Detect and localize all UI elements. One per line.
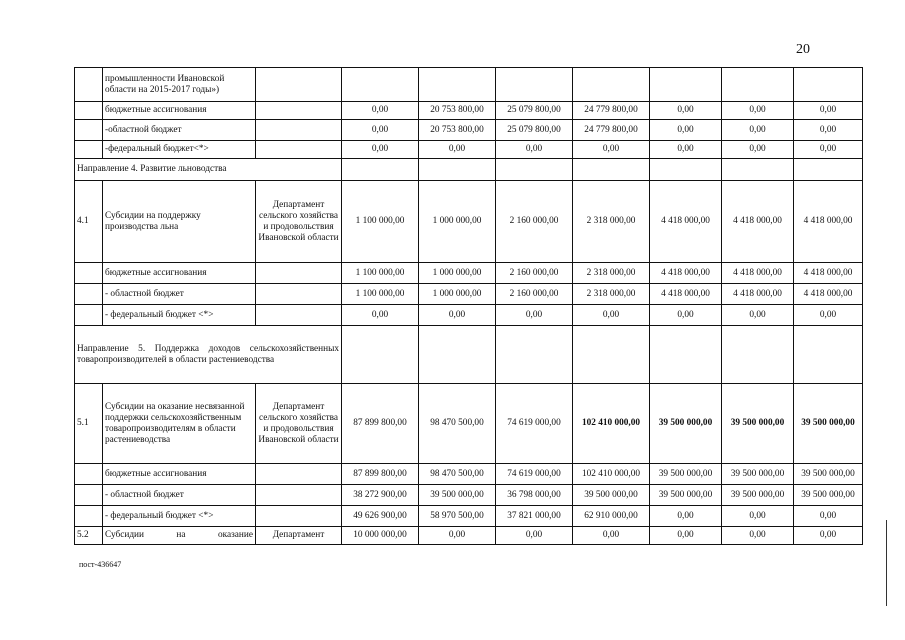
value-cell: 0,00: [496, 141, 573, 159]
row-name: бюджетные ассигнования: [103, 102, 256, 120]
row-name: - областной бюджет: [103, 485, 256, 506]
value-cell: 0,00: [722, 141, 794, 159]
row-name: бюджетные ассигнования: [103, 263, 256, 284]
value-cell: 20 753 800,00: [419, 120, 496, 141]
value-cell: 0,00: [650, 527, 722, 545]
value-cell: 0,00: [419, 527, 496, 545]
value-cell: 0,00: [496, 305, 573, 326]
item-dept: Департамент сельского хозяйства и продовольствия Ивановской области: [256, 384, 342, 464]
value-cell: 39 500 000,00: [722, 464, 794, 485]
table-row: [75, 68, 863, 102]
value-cell: 2 318 000,00: [573, 181, 650, 263]
value-cell: 37 821 000,00: [496, 506, 573, 527]
row-name: промышленности Ивановской области на 2015-2017 годы»): [103, 68, 256, 102]
value-cell: 4 418 000,00: [794, 263, 863, 284]
value-cell: 0,00: [722, 120, 794, 141]
item-name: Субсидии на оказание: [103, 527, 256, 545]
value-cell: 4 418 000,00: [650, 181, 722, 263]
value-cell: 0,00: [342, 141, 419, 159]
value-cell: 98 470 500,00: [419, 384, 496, 464]
value-cell: 1 100 000,00: [342, 181, 419, 263]
value-cell: 36 798 000,00: [496, 485, 573, 506]
value-cell: 0,00: [650, 141, 722, 159]
value-cell: 0,00: [722, 506, 794, 527]
value-cell: 0,00: [794, 305, 863, 326]
value-cell: 74 619 000,00: [496, 464, 573, 485]
value-cell: 39 500 000,00: [650, 464, 722, 485]
value-cell: 0,00: [722, 527, 794, 545]
section-header-row: [75, 326, 863, 384]
item-number: 5.2: [75, 527, 103, 545]
value-cell: 4 418 000,00: [794, 284, 863, 305]
value-cell: 0,00: [342, 102, 419, 120]
value-cell: 4 418 000,00: [650, 263, 722, 284]
value-cell: 102 410 000,00: [573, 384, 650, 464]
section-title: Направление 4. Развитие льноводства: [75, 159, 342, 181]
value-cell: 4 418 000,00: [650, 284, 722, 305]
table-row: [75, 284, 863, 305]
value-cell: 62 910 000,00: [573, 506, 650, 527]
value-cell: 2 160 000,00: [496, 181, 573, 263]
value-cell: 1 000 000,00: [419, 181, 496, 263]
value-cell: 102 410 000,00: [573, 464, 650, 485]
item-name: Субсидии на поддержку производства льна: [103, 181, 256, 263]
value-cell: 0,00: [650, 305, 722, 326]
value-cell: 2 160 000,00: [496, 284, 573, 305]
value-cell: 39 500 000,00: [650, 384, 722, 464]
budget-table: [74, 67, 863, 545]
row-name: бюджетные ассигнования: [103, 464, 256, 485]
value-cell: 0,00: [722, 305, 794, 326]
item-row: [75, 527, 863, 545]
document-code: пост-436647: [79, 560, 122, 569]
value-cell: 0,00: [794, 527, 863, 545]
value-cell: 38 272 900,00: [342, 485, 419, 506]
value-cell: 24 779 800,00: [573, 102, 650, 120]
value-cell: 0,00: [722, 102, 794, 120]
table-row: [75, 506, 863, 527]
value-cell: 49 626 900,00: [342, 506, 419, 527]
value-cell: 0,00: [496, 527, 573, 545]
item-name: Субсидии на оказание несвязанной поддержки сельскохозяйственным товаропроизводителям в области растениеводства: [103, 384, 256, 464]
value-cell: 0,00: [573, 141, 650, 159]
value-cell: 0,00: [342, 305, 419, 326]
value-cell: 10 000 000,00: [342, 527, 419, 545]
value-cell: 39 500 000,00: [573, 485, 650, 506]
value-cell: 0,00: [573, 305, 650, 326]
value-cell: 1 100 000,00: [342, 263, 419, 284]
table-row: [75, 485, 863, 506]
row-dept: [256, 68, 342, 102]
value-cell: 24 779 800,00: [573, 120, 650, 141]
table-row: [75, 464, 863, 485]
value-cell: 0,00: [419, 141, 496, 159]
value-cell: 0,00: [650, 102, 722, 120]
value-cell: 87 899 800,00: [342, 384, 419, 464]
value-cell: 2 160 000,00: [496, 263, 573, 284]
row-name: -областной бюджет: [103, 120, 256, 141]
value-cell: 2 318 000,00: [573, 284, 650, 305]
item-row: [75, 181, 863, 263]
table-row: [75, 305, 863, 326]
value-cell: 0,00: [650, 506, 722, 527]
row-number: [75, 68, 103, 102]
value-cell: 1 000 000,00: [419, 284, 496, 305]
item-row: [75, 384, 863, 464]
value-cell: 39 500 000,00: [650, 485, 722, 506]
value-cell: 0,00: [419, 305, 496, 326]
value-cell: 74 619 000,00: [496, 384, 573, 464]
value-cell: 0,00: [794, 120, 863, 141]
row-name: - областной бюджет: [103, 284, 256, 305]
value-cell: 0,00: [342, 120, 419, 141]
value-cell: 39 500 000,00: [794, 485, 863, 506]
value-cell: 0,00: [794, 102, 863, 120]
value-cell: 87 899 800,00: [342, 464, 419, 485]
value-cell: 98 470 500,00: [419, 464, 496, 485]
section-header-row: [75, 159, 863, 181]
row-name: -федеральный бюджет<*>: [103, 141, 256, 159]
value-cell: 1 100 000,00: [342, 284, 419, 305]
value-cell: 39 500 000,00: [722, 384, 794, 464]
value-cell: 39 500 000,00: [794, 464, 863, 485]
table-row: [75, 102, 863, 120]
item-dept: Департамент сельского хозяйства и продовольствия Ивановской области: [256, 181, 342, 263]
value-cell: 39 500 000,00: [794, 384, 863, 464]
value-cell: 0,00: [573, 527, 650, 545]
item-number: 5.1: [75, 384, 103, 464]
item-dept: Департамент: [256, 527, 342, 545]
page-number: 20: [796, 42, 810, 57]
value-cell: 0,00: [794, 506, 863, 527]
item-number: 4.1: [75, 181, 103, 263]
scan-edge-line: [886, 520, 887, 606]
value-cell: 0,00: [794, 141, 863, 159]
table-row: [75, 263, 863, 284]
value-cell: 2 318 000,00: [573, 263, 650, 284]
value-cell: 25 079 800,00: [496, 120, 573, 141]
section-title: Направление 5. Поддержка доходов сельскохозяйственных товаропроизводителей в области растениеводства: [75, 326, 342, 384]
value-cell: 20 753 800,00: [419, 102, 496, 120]
value-cell: 25 079 800,00: [496, 102, 573, 120]
row-name: - федеральный бюджет <*>: [103, 305, 256, 326]
value-cell: 1 000 000,00: [419, 263, 496, 284]
value-cell: 4 418 000,00: [722, 284, 794, 305]
table-row: [75, 141, 863, 159]
value-cell: 0,00: [650, 120, 722, 141]
value-cell: 39 500 000,00: [722, 485, 794, 506]
value-cell: 4 418 000,00: [722, 181, 794, 263]
value-cell: 58 970 500,00: [419, 506, 496, 527]
value-cell: 39 500 000,00: [419, 485, 496, 506]
value-cell: 4 418 000,00: [794, 181, 863, 263]
value-cell: 4 418 000,00: [722, 263, 794, 284]
row-name: - федеральный бюджет <*>: [103, 506, 256, 527]
table-row: [75, 120, 863, 141]
